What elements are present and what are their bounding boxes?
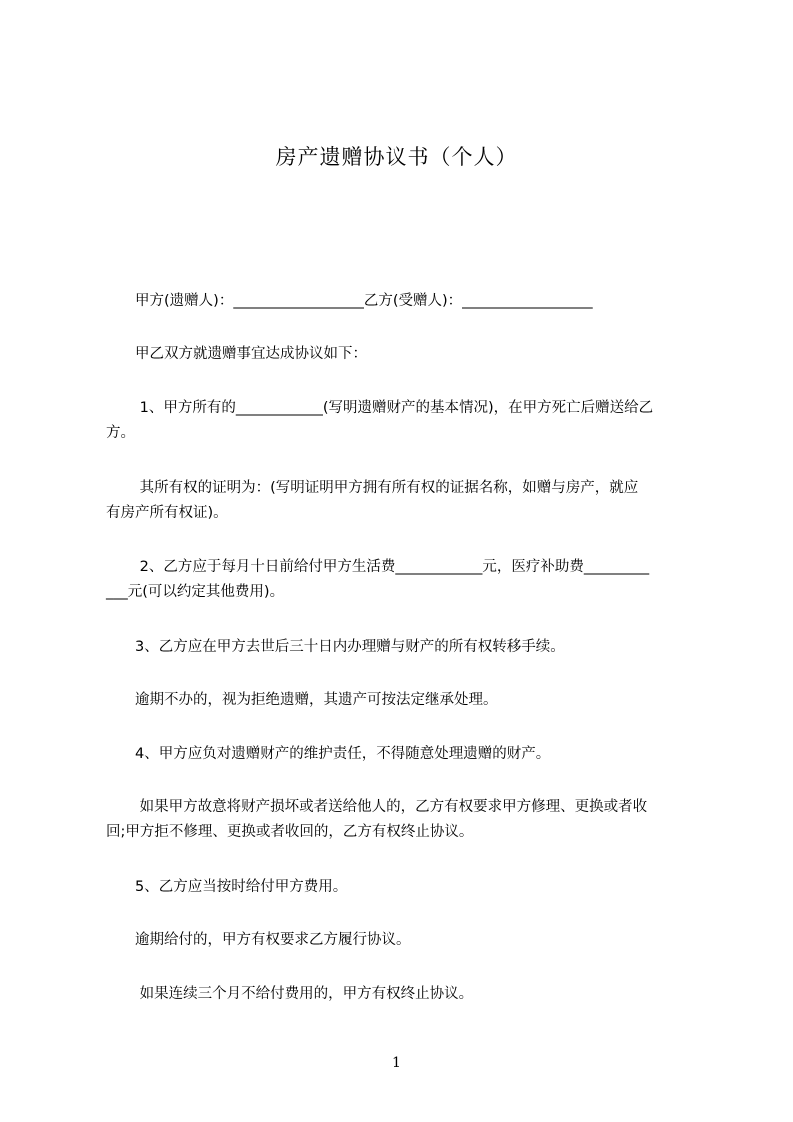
clause-1 xyxy=(106,396,701,446)
paragraph-line: 其所有权的证明为：(写明证明甲方拥有所有权的证据名称，如赠与房产，就应 xyxy=(106,480,639,496)
clause-5-overdue xyxy=(106,928,701,953)
paragraph-line: 2、乙方应于每月十日前给付甲方生活费____________元，医疗补助费_________ xyxy=(106,559,650,575)
paragraph-line: 甲乙双方就遗赠事宜达成协议如下： xyxy=(106,346,367,362)
paragraph-line: 逾期给付的，甲方有权要求乙方履行协议。 xyxy=(106,932,411,948)
paragraph-line: 5、乙方应当按时给付甲方费用。 xyxy=(106,879,348,895)
paragraph-line: 有房产所有权证)。 xyxy=(106,505,228,521)
paragraph-line: 如果连续三个月不给付费用的，甲方有权终止协议。 xyxy=(106,986,474,1002)
paragraph-line: ___元(可以约定其他费用)。 xyxy=(106,584,285,600)
clause-2 xyxy=(106,555,701,605)
agreement-intro xyxy=(106,342,701,367)
clause-4 xyxy=(106,742,701,767)
clause-3 xyxy=(106,635,701,660)
clause-4-damage xyxy=(106,795,701,845)
paragraph-line: 方。 xyxy=(106,425,135,441)
document-title: 房产遗赠协议书（个人） xyxy=(275,145,518,169)
paragraph-line: 4、甲方应负对遗赠财产的维护责任，不得随意处理遗赠的财产。 xyxy=(106,746,551,762)
clause-5-termination xyxy=(106,982,701,1007)
paragraph-line: 甲方(遗赠人)：__________________乙方(受赠人)：__________________ xyxy=(106,293,593,309)
clause-1-proof xyxy=(106,476,701,526)
clause-3-overdue xyxy=(106,688,701,713)
paragraph-line: 3、乙方应在甲方去世后三十日内办理赠与财产的所有权转移手续。 xyxy=(106,639,565,655)
paragraph-line: 回;甲方拒不修理、更换或者收回的，乙方有权终止协议。 xyxy=(106,824,474,840)
clause-5 xyxy=(106,875,701,900)
paragraph-line: 逾期不办的，视为拒绝遗赠，其遗产可按法定继承处理。 xyxy=(106,692,498,708)
paragraph-line: 如果甲方故意将财产损坏或者送给他人的，乙方有权要求甲方修理、更换或者收 xyxy=(106,799,648,815)
paragraph-line: 1、甲方所有的____________(写明遗赠财产的基本情况)，在甲方死亡后赠送给乙 xyxy=(106,400,654,416)
page-number: 1 xyxy=(392,1055,401,1071)
parties-line xyxy=(106,289,701,314)
